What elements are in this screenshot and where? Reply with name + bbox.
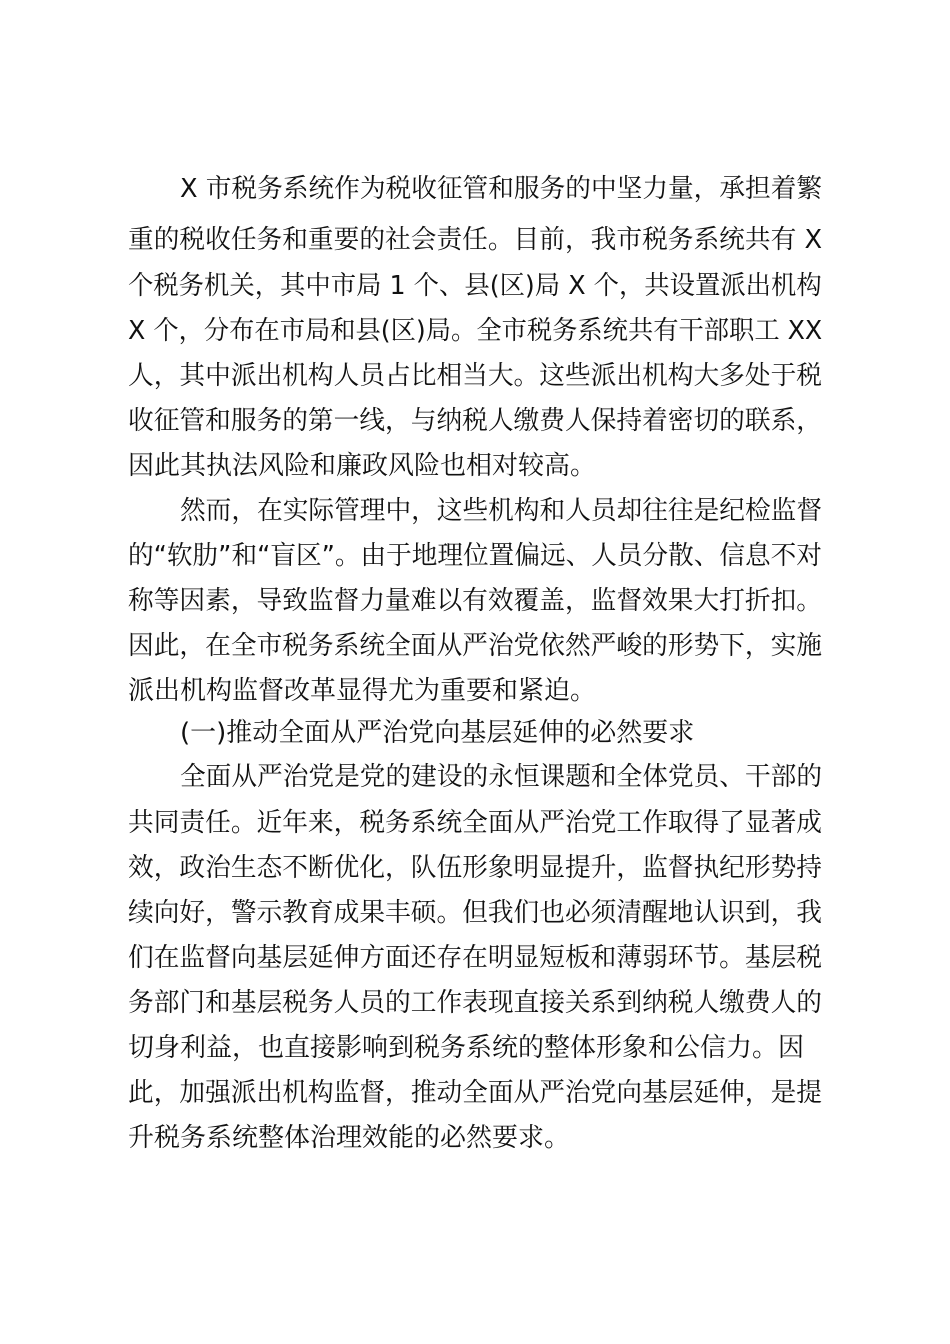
paragraph-2-line-2: 的“软肋”和“盲区”。由于地理位置偏远、人员分散、信息不对 (128, 541, 822, 571)
paragraph-3-line-5: 们在监督向基层延伸方面还存在明显短板和薄弱环节。基层税 (128, 943, 823, 973)
paragraph-1-line-3: 个税务机关，其中市局 1 个、县(区)局 X 个，共设置派出机构 (128, 271, 822, 301)
section-heading: (一)推动全面从严治党向基层延伸的必然要求 (180, 718, 695, 748)
paragraph-3-line-6: 务部门和基层税务人员的工作表现直接关系到纳税人缴费人的 (128, 988, 823, 1018)
paragraph-2-line-4: 因此，在全市税务系统全面从严治党依然严峻的形势下，实施 (128, 631, 823, 661)
paragraph-1-line-5: 人，其中派出机构人员占比相当大。这些派出机构大多处于税 (128, 361, 823, 391)
paragraph-2-line-5: 派出机构监督改革显得尤为重要和紧迫。 (128, 676, 597, 706)
paragraph-3-line-3: 效，政治生态不断优化，队伍形象明显提升，监督执纪形势持 (128, 853, 823, 883)
paragraph-1-line-1: X 市税务系统作为税收征管和服务的中坚力量，承担着繁 (180, 174, 823, 204)
paragraph-3-line-4: 续向好，警示教育成果丰硕。但我们也必须清醒地认识到，我 (128, 898, 823, 928)
paragraph-2-line-3: 称等因素，导致监督力量难以有效覆盖，监督效果大打折扣。 (128, 586, 823, 616)
paragraph-3-line-9: 升税务系统整体治理效能的必然要求。 (128, 1123, 571, 1153)
paragraph-1-line-4: X 个，分布在市局和县(区)局。全市税务系统共有干部职工 XX (128, 316, 823, 346)
paragraph-3-line-2: 共同责任。近年来，税务系统全面从严治党工作取得了显著成 (128, 808, 823, 838)
paragraph-1-line-7: 因此其执法风险和廉政风险也相对较高。 (128, 451, 597, 481)
paragraph-1-line-6: 收征管和服务的第一线，与纳税人缴费人保持着密切的联系， (128, 406, 823, 436)
paragraph-1-line-2: 重的税收任务和重要的社会责任。目前，我市税务系统共有 X (128, 225, 823, 255)
paragraph-2-line-1: 然而，在实际管理中，这些机构和人员却往往是纪检监督 (180, 496, 823, 526)
paragraph-3-line-1: 全面从严治党是党的建设的永恒课题和全体党员、干部的 (180, 762, 823, 792)
paragraph-3-line-8: 此，加强派出机构监督，推动全面从严治党向基层延伸，是提 (128, 1078, 823, 1108)
paragraph-3-line-7: 切身利益，也直接影响到税务系统的整体形象和公信力。因 (128, 1033, 805, 1063)
